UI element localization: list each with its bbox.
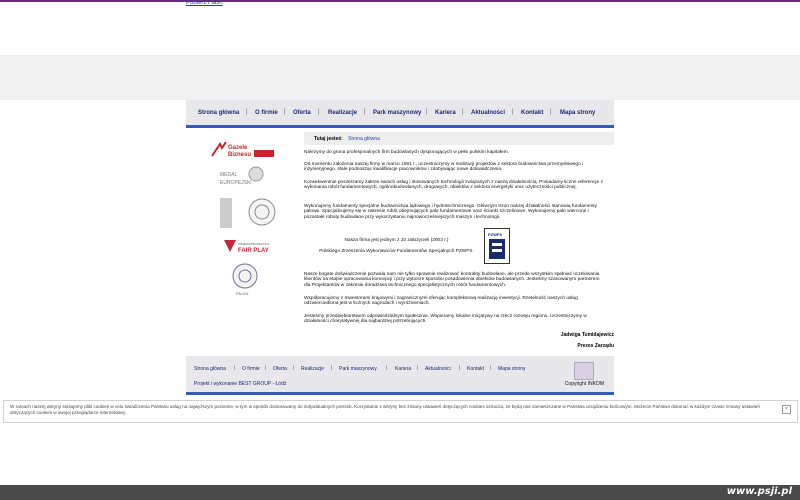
breadcrumb [304, 132, 614, 145]
svg-text:PZWFS: PZWFS [488, 232, 502, 237]
top-accent-bar [0, 0, 800, 2]
footer-home[interactable]: Strona główna [194, 366, 226, 372]
footer-projects[interactable]: Realizacje [301, 366, 325, 372]
nav-contact[interactable]: Kontakt [521, 110, 544, 116]
intro-paragraph: Należymy do grona profesjonalnych firm budowlanych dysponujących w pełni polskim kapitałem. [304, 150, 510, 155]
pn-certificate-logo[interactable] [228, 262, 262, 296]
footer-contact[interactable]: Kontakt [467, 366, 484, 372]
nav-separator: | [426, 109, 428, 115]
watermark: www.psji.pl [726, 486, 792, 497]
social-paragraph: Jesteśmy przedsiębiorstwem odpowiedzialnym społecznie. Wspieramy lokalne inicjatywy na rzecz rozwoju regionu. Uczestniczymy w działalności charytatywnej dla najbardziej potrzebujących. [304, 314, 587, 325]
flash-download-link[interactable]: Pobierz Flash [186, 0, 223, 6]
footer-about[interactable]: O firmie [242, 366, 260, 372]
footer-separator: | [417, 365, 419, 371]
bottom-bar [0, 485, 800, 500]
nav-offer[interactable]: Oferta [293, 110, 311, 116]
footer [186, 356, 614, 395]
svg-text:PRZEDSIĘBIORSTWO: PRZEDSIĘBIORSTWO [238, 242, 270, 246]
site-container [186, 100, 614, 398]
breadcrumb-label: Tutaj jesteś: [314, 136, 343, 142]
footer-offer[interactable]: Oferta [273, 366, 287, 372]
foundations-paragraph: Wykonujemy fundamenty specjalne budownictwa lądowego i hydrotechnicznego. Głównym trzon naszej działalności stanowią fundamenty palowe. Specjalizujemy się w zakresie robót obejmujących pale fundamentowe oraz ścianki szczelinowe. Wykonujemy pale wiercone i pozostałe roboty budowlane przy wykorzystaniu najnowocześniejszych maszyn i technologii. [304, 204, 597, 220]
svg-text:Gazele: Gazele [228, 145, 248, 151]
nav-separator: | [462, 109, 464, 115]
footer-separator: | [234, 365, 236, 371]
footer-separator: | [293, 365, 295, 371]
nav-sitemap[interactable]: Mapa strony [560, 110, 596, 116]
footer-separator: | [265, 365, 267, 371]
medal-europejski-logo[interactable] [220, 166, 270, 188]
iso-certificate-logo[interactable] [216, 196, 278, 230]
footer-separator: | [459, 365, 461, 371]
footer-career[interactable]: Kariera [395, 366, 412, 372]
header-band [0, 55, 800, 100]
cooperation-paragraph: Współpracujemy z Inwestorami krajowymi i zagranicznymi oferując kompleksową realizację inwestycji. Rzetelność naszych usług odzwierciedlona jest w licznych nagrodach i wyróżnieniach. [304, 296, 578, 307]
experience-paragraph: Nasze bogate doświadczenie pozwala nam nie tylko sprawnie realizować kontrakty budowlane, ale przede wszystkim spełniać oczekiwania klientów na etapie opracowania koncepcji i przy wyborze sposobu posadowienia obiektów budowlanych. Jesteśmy szanowanym partnerem dla Projektantów w zakresie doradztwa technicznego specjalistycznych robót fundamentowych. [304, 272, 600, 288]
gazeta-biznesu-logo[interactable] [210, 140, 276, 158]
svg-text:EUROPEJSKI: EUROPEJSKI [220, 180, 252, 186]
footer-design-credit[interactable]: Projekt i wykonanie BEST GROUP - Łódź [194, 381, 287, 387]
nav-home[interactable]: Strona główna [198, 110, 240, 116]
nav-separator: | [318, 109, 320, 115]
nav-about[interactable]: O firmie [255, 110, 278, 116]
signature-title: Prezes Zarządu [577, 343, 614, 349]
inkom-logo-icon [574, 362, 594, 380]
pzwfs-line2: Polskiego Zrzeszenia Wykonawców Fundamentów Specjalnych PZWFS. [319, 249, 474, 254]
cookie-notice [3, 400, 798, 423]
main-nav [186, 100, 614, 128]
nav-separator: | [364, 109, 366, 115]
cookie-text: W ramach naszej witryny stosujemy pliki cookies w celu świadczenia Państwu usług na najwyższym poziomie, w tym w sposób dostosowany do indywidualnych potrzeb. Korzystanie z witryny bez zmiany ustawień dotyczących cookies oznacza, że będą one zamieszczane w Państwa urządzeniu końcowym. Możecie Państwo dokonać w każdym czasie zmiany ustawień dotyczących cookies w swojej przeglądarce internetowej. [10, 404, 760, 415]
footer-separator: | [490, 365, 492, 371]
nav-separator: | [512, 109, 514, 115]
services-paragraph: Konsekwentnie poszerzamy zakres swoich usług i stosowanych technologii związanych z naszą działalnością. Posiadamy liczne referencje z wykonania robót fundamentowych, ogólnobudowlanych, drogowych, obiektów z sektora energetyki oraz użyteczności publicznej. [304, 180, 603, 191]
footer-separator: | [331, 365, 333, 371]
breadcrumb-current[interactable]: Strona główna [348, 136, 380, 142]
pzwfs-line1: Nasza firma jest jednym z 10 założycieli (2003 r.) [344, 238, 449, 243]
nav-separator: | [284, 109, 286, 115]
svg-text:Biznesu: Biznesu [228, 152, 252, 158]
nav-machinery[interactable]: Park maszynowy [373, 110, 422, 116]
svg-text:MEDAL: MEDAL [220, 172, 238, 178]
footer-sitemap[interactable]: Mapa strony [498, 366, 526, 372]
footer-machinery[interactable]: Park maszynowy [339, 366, 377, 372]
svg-text:PN-EN: PN-EN [236, 291, 249, 296]
svg-text:FAIR PLAY: FAIR PLAY [238, 248, 269, 254]
footer-news[interactable]: Aktualności [425, 366, 451, 372]
nav-career[interactable]: Kariera [435, 110, 456, 116]
nav-news[interactable]: Aktualności [471, 110, 506, 116]
nav-separator: | [550, 109, 552, 115]
close-icon[interactable]: × [782, 405, 791, 414]
nav-projects[interactable]: Realizacje [328, 110, 358, 116]
nav-separator: | [246, 109, 248, 115]
footer-copyright[interactable]: Copyright INKOM [564, 381, 604, 387]
history-paragraph: Od momentu założenia naszej firmy w marcu 1991 r., uczestniczymy w realizacji projektów z sektora budownictwa przemysłowego i inżynieryjnego, stale podnosząc kwalifikacje pracowników i zdobywając nowe doświadczenia. [304, 162, 584, 173]
signature-name: Jadwiga Tumidajewicz [560, 332, 614, 338]
pzwfs-logo[interactable] [484, 228, 510, 264]
fair-play-logo[interactable] [222, 238, 272, 254]
footer-separator: | [386, 365, 388, 371]
